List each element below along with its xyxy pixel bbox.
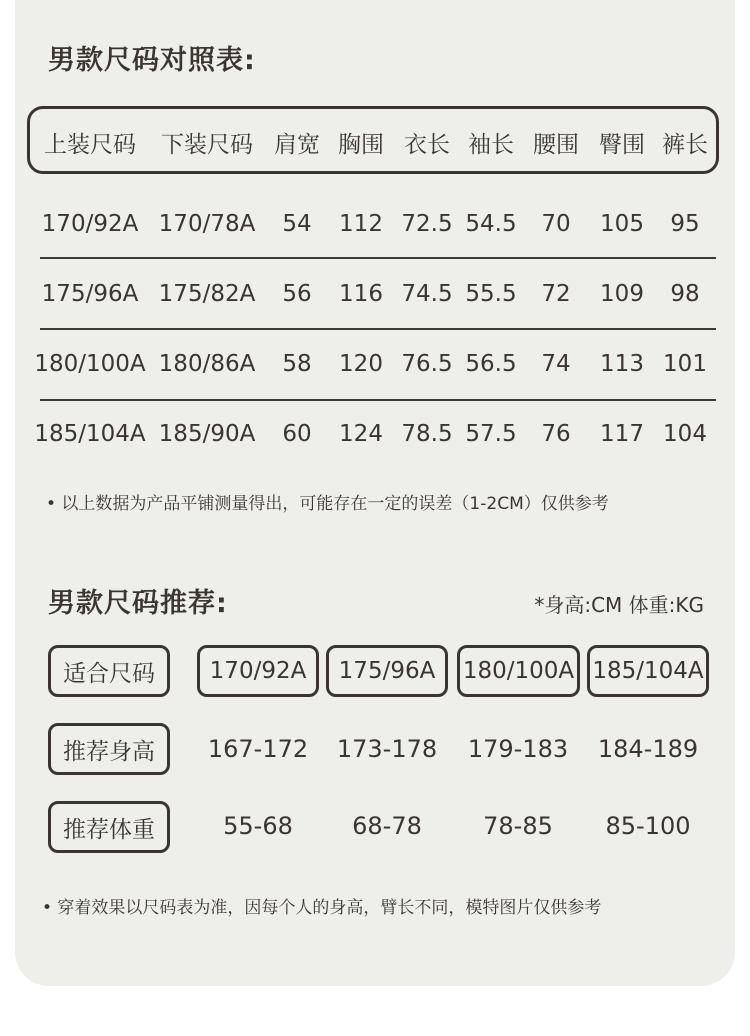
table-cell: 78.5 <box>401 421 453 447</box>
header-cell: 胸围 <box>338 132 384 158</box>
table-cell: 116 <box>339 281 383 307</box>
recommended-height: 167-172 <box>207 735 309 763</box>
table-cell: 101 <box>663 351 707 377</box>
table-cell: 76 <box>541 421 571 447</box>
table-cell: 104 <box>663 421 707 447</box>
table-cell: 72.5 <box>401 211 453 237</box>
size-option: 185/104A <box>587 645 709 697</box>
recommended-height: 179-183 <box>467 735 569 763</box>
recommended-height: 184-189 <box>597 735 699 763</box>
recommended-weight: 68-78 <box>352 812 422 840</box>
table-cell: 117 <box>600 421 644 447</box>
table-cell: 180/86A <box>158 351 256 377</box>
table-cell: 60 <box>282 421 312 447</box>
table-cell: 175/96A <box>41 281 139 307</box>
table-cell: 124 <box>339 421 383 447</box>
recommended-weight: 78-85 <box>483 812 553 840</box>
row-divider <box>40 257 716 259</box>
size-option: 180/100A <box>457 645 580 697</box>
table-cell: 57.5 <box>465 421 517 447</box>
table-cell: 170/92A <box>41 211 139 237</box>
table-cell: 175/82A <box>158 281 256 307</box>
header-cell: 下装尺码 <box>161 132 253 158</box>
recommend-label: 适合尺码 <box>48 645 170 697</box>
header-cell: 腰围 <box>533 132 579 158</box>
table-cell: 70 <box>541 211 571 237</box>
table-cell: 58 <box>282 351 312 377</box>
header-cell: 裤长 <box>662 132 708 158</box>
recommend-label: 推荐体重 <box>48 801 170 853</box>
recommended-height: 173-178 <box>336 735 438 763</box>
header-cell: 肩宽 <box>274 132 320 158</box>
table-cell: 56 <box>282 281 312 307</box>
table-cell: 74.5 <box>401 281 453 307</box>
recommend-note: • 穿着效果以尺码表为准，因每个人的身高，臂长不同，模特图片仅供参考 <box>42 898 602 918</box>
table-cell: 56.5 <box>465 351 517 377</box>
recommended-weight: 85-100 <box>605 812 691 840</box>
header-cell: 袖长 <box>468 132 514 158</box>
table-cell: 105 <box>600 211 644 237</box>
table-cell: 112 <box>339 211 383 237</box>
size-option: 170/92A <box>197 645 319 697</box>
table-cell: 55.5 <box>465 281 517 307</box>
size-chart-title: 男款尺码对照表: <box>48 45 256 76</box>
row-divider <box>40 399 716 401</box>
size-option: 175/96A <box>326 645 448 697</box>
unit-note: *身高:CM 体重:KG <box>534 593 704 617</box>
header-cell: 臀围 <box>599 132 645 158</box>
table-cell: 120 <box>339 351 383 377</box>
recommend-label: 推荐身高 <box>48 723 170 775</box>
table-cell: 54.5 <box>465 211 517 237</box>
table-cell: 72 <box>541 281 571 307</box>
table-cell: 54 <box>282 211 312 237</box>
table-cell: 113 <box>600 351 644 377</box>
header-cell: 衣长 <box>404 132 450 158</box>
recommended-weight: 55-68 <box>223 812 293 840</box>
table-cell: 180/100A <box>34 351 146 377</box>
size-chart-note: • 以上数据为产品平铺测量得出，可能存在一定的误差（1-2CM）仅供参考 <box>46 494 609 514</box>
recommend-title: 男款尺码推荐: <box>48 588 228 619</box>
table-cell: 95 <box>670 211 700 237</box>
table-cell: 170/78A <box>158 211 256 237</box>
table-cell: 185/90A <box>158 421 256 447</box>
table-cell: 98 <box>670 281 700 307</box>
row-divider <box>40 328 716 330</box>
header-cell: 上装尺码 <box>44 132 136 158</box>
table-cell: 76.5 <box>401 351 453 377</box>
table-cell: 185/104A <box>34 421 146 447</box>
table-cell: 74 <box>541 351 571 377</box>
table-cell: 109 <box>600 281 644 307</box>
